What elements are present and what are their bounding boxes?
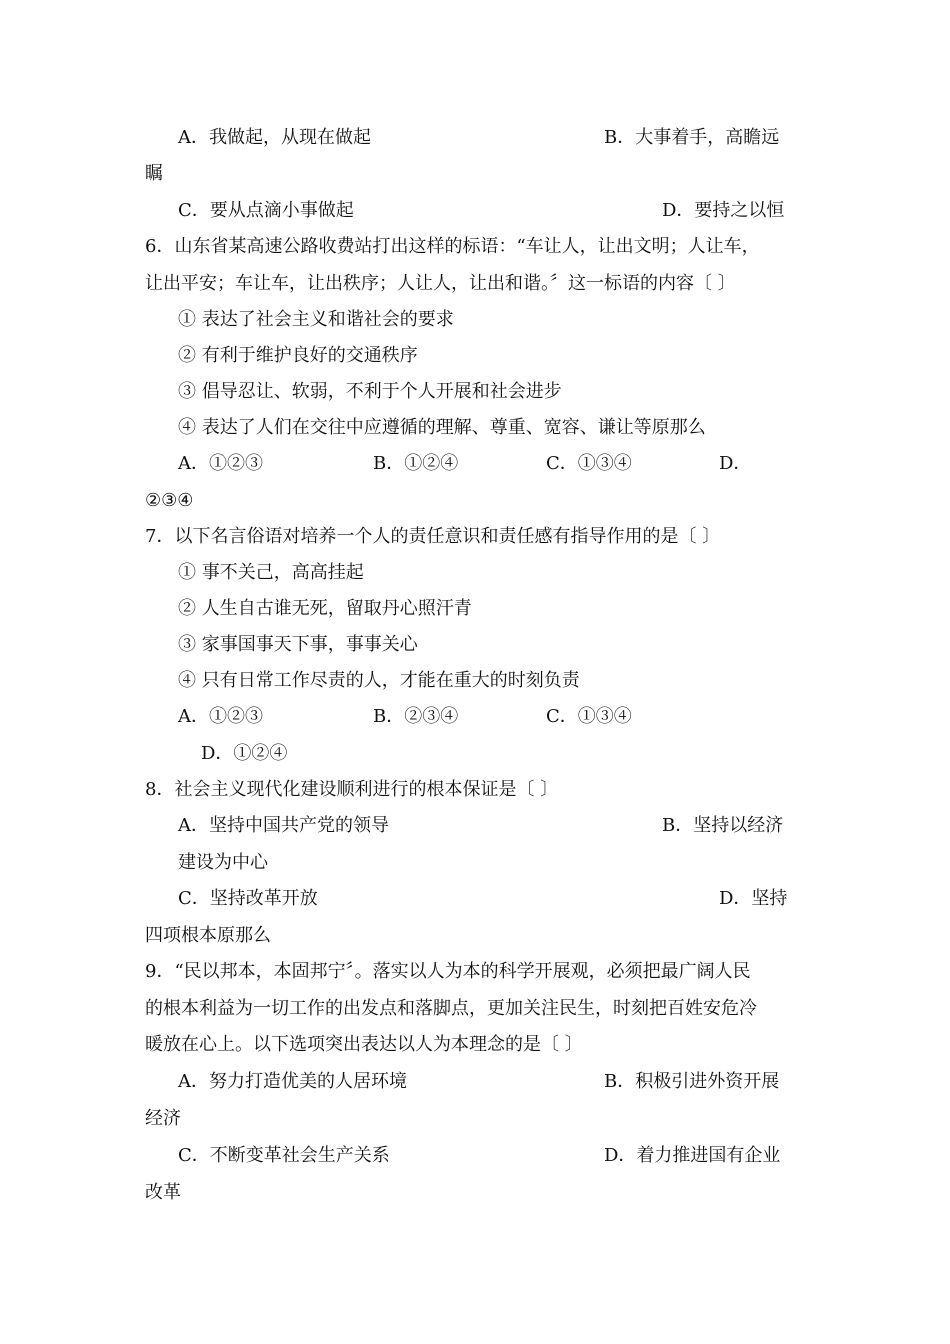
q5-option-c: C．要从点滴小事做起: [178, 200, 354, 221]
q6-item-2: ② 有利于维护良好的交通秩序: [178, 345, 418, 366]
q8-option-c: C．坚持改革开放: [178, 888, 318, 909]
q5-option-b: B．大事着手，高瞻远: [604, 127, 780, 148]
q6-item-1: ① 表达了社会主义和谐社会的要求: [178, 309, 454, 330]
q6-item-4: ④ 表达了人们在交往中应遵循的理解、尊重、宽容、谦让等原那么: [178, 417, 706, 438]
q6-stem-line-2: 让出平安；车让车，让出秩序；人让人，让出和谐。〞这一标语的内容〔 〕: [145, 273, 736, 294]
q9-option-a: A．努力打造优美的人居环境: [178, 1071, 407, 1092]
q6-option-b: B．①②④: [373, 453, 459, 474]
q8-option-a: A．坚持中国共产党的领导: [178, 815, 389, 836]
q8-option-d: D．坚持: [719, 888, 788, 909]
q9-option-b: B．积极引进外资开展: [604, 1071, 780, 1092]
q8-option-d-cont: 四项根本原那么: [145, 925, 271, 946]
q5-option-a: A．我做起，从现在做起: [178, 127, 371, 148]
q7-item-3: ③ 家事国事天下事，事事关心: [178, 634, 418, 655]
q8-option-b-cont: 建设为中心: [178, 852, 268, 873]
q8-stem: 8．社会主义现代化建设顺利进行的根本保证是〔 〕: [145, 779, 559, 800]
q6-stem-line-1: 6．山东省某高速公路收费站打出这样的标语：“车让人，让出文明；人让车，: [145, 236, 760, 257]
q9-option-c: C．不断变革社会生产关系: [178, 1145, 390, 1166]
q6-option-a: A．①②③: [178, 453, 263, 474]
q6-option-d: D．: [719, 453, 752, 474]
q9-option-d-cont: 改革: [145, 1182, 181, 1203]
q6-option-c: C．①③④: [546, 453, 632, 474]
q7-item-4: ④ 只有日常工作尽责的人，才能在重大的时刻负责: [178, 670, 580, 691]
q6-option-d-cont: ②③④: [145, 490, 194, 511]
q9-stem-line-3: 暖放在心上。以下选项突出表达以人为本理念的是〔 〕: [145, 1034, 583, 1055]
q9-stem-line-1: 9．“民以邦本，本固邦宁〞。落实以人为本的科学开展观，必须把最广阔人民: [145, 961, 751, 982]
q9-option-b-cont: 经济: [145, 1108, 181, 1129]
q9-stem-line-2: 的根本利益为一切工作的出发点和落脚点，更加关注民生，时刻把百姓安危冷: [145, 998, 757, 1019]
q7-item-1: ① 事不关己，高高挂起: [178, 562, 364, 583]
q7-option-b: B．②③④: [373, 706, 459, 727]
q7-option-d: D．①②④: [201, 743, 288, 764]
q9-option-d: D．着力推进国有企业: [604, 1145, 781, 1166]
q5-option-d: D．要持之以恒: [662, 200, 785, 221]
q7-item-2: ② 人生自古谁无死，留取丹心照汗青: [178, 598, 472, 619]
q7-stem: 7．以下名言俗语对培养一个人的责任意识和责任感有指导作用的是〔 〕: [145, 526, 721, 547]
q7-option-c: C．①③④: [546, 706, 632, 727]
q8-option-b: B．坚持以经济: [662, 815, 784, 836]
q7-option-a: A．①②③: [178, 706, 263, 727]
q5-option-b-cont: 瞩: [145, 163, 163, 184]
q6-item-3: ③ 倡导忍让、软弱，不利于个人开展和社会进步: [178, 381, 562, 402]
